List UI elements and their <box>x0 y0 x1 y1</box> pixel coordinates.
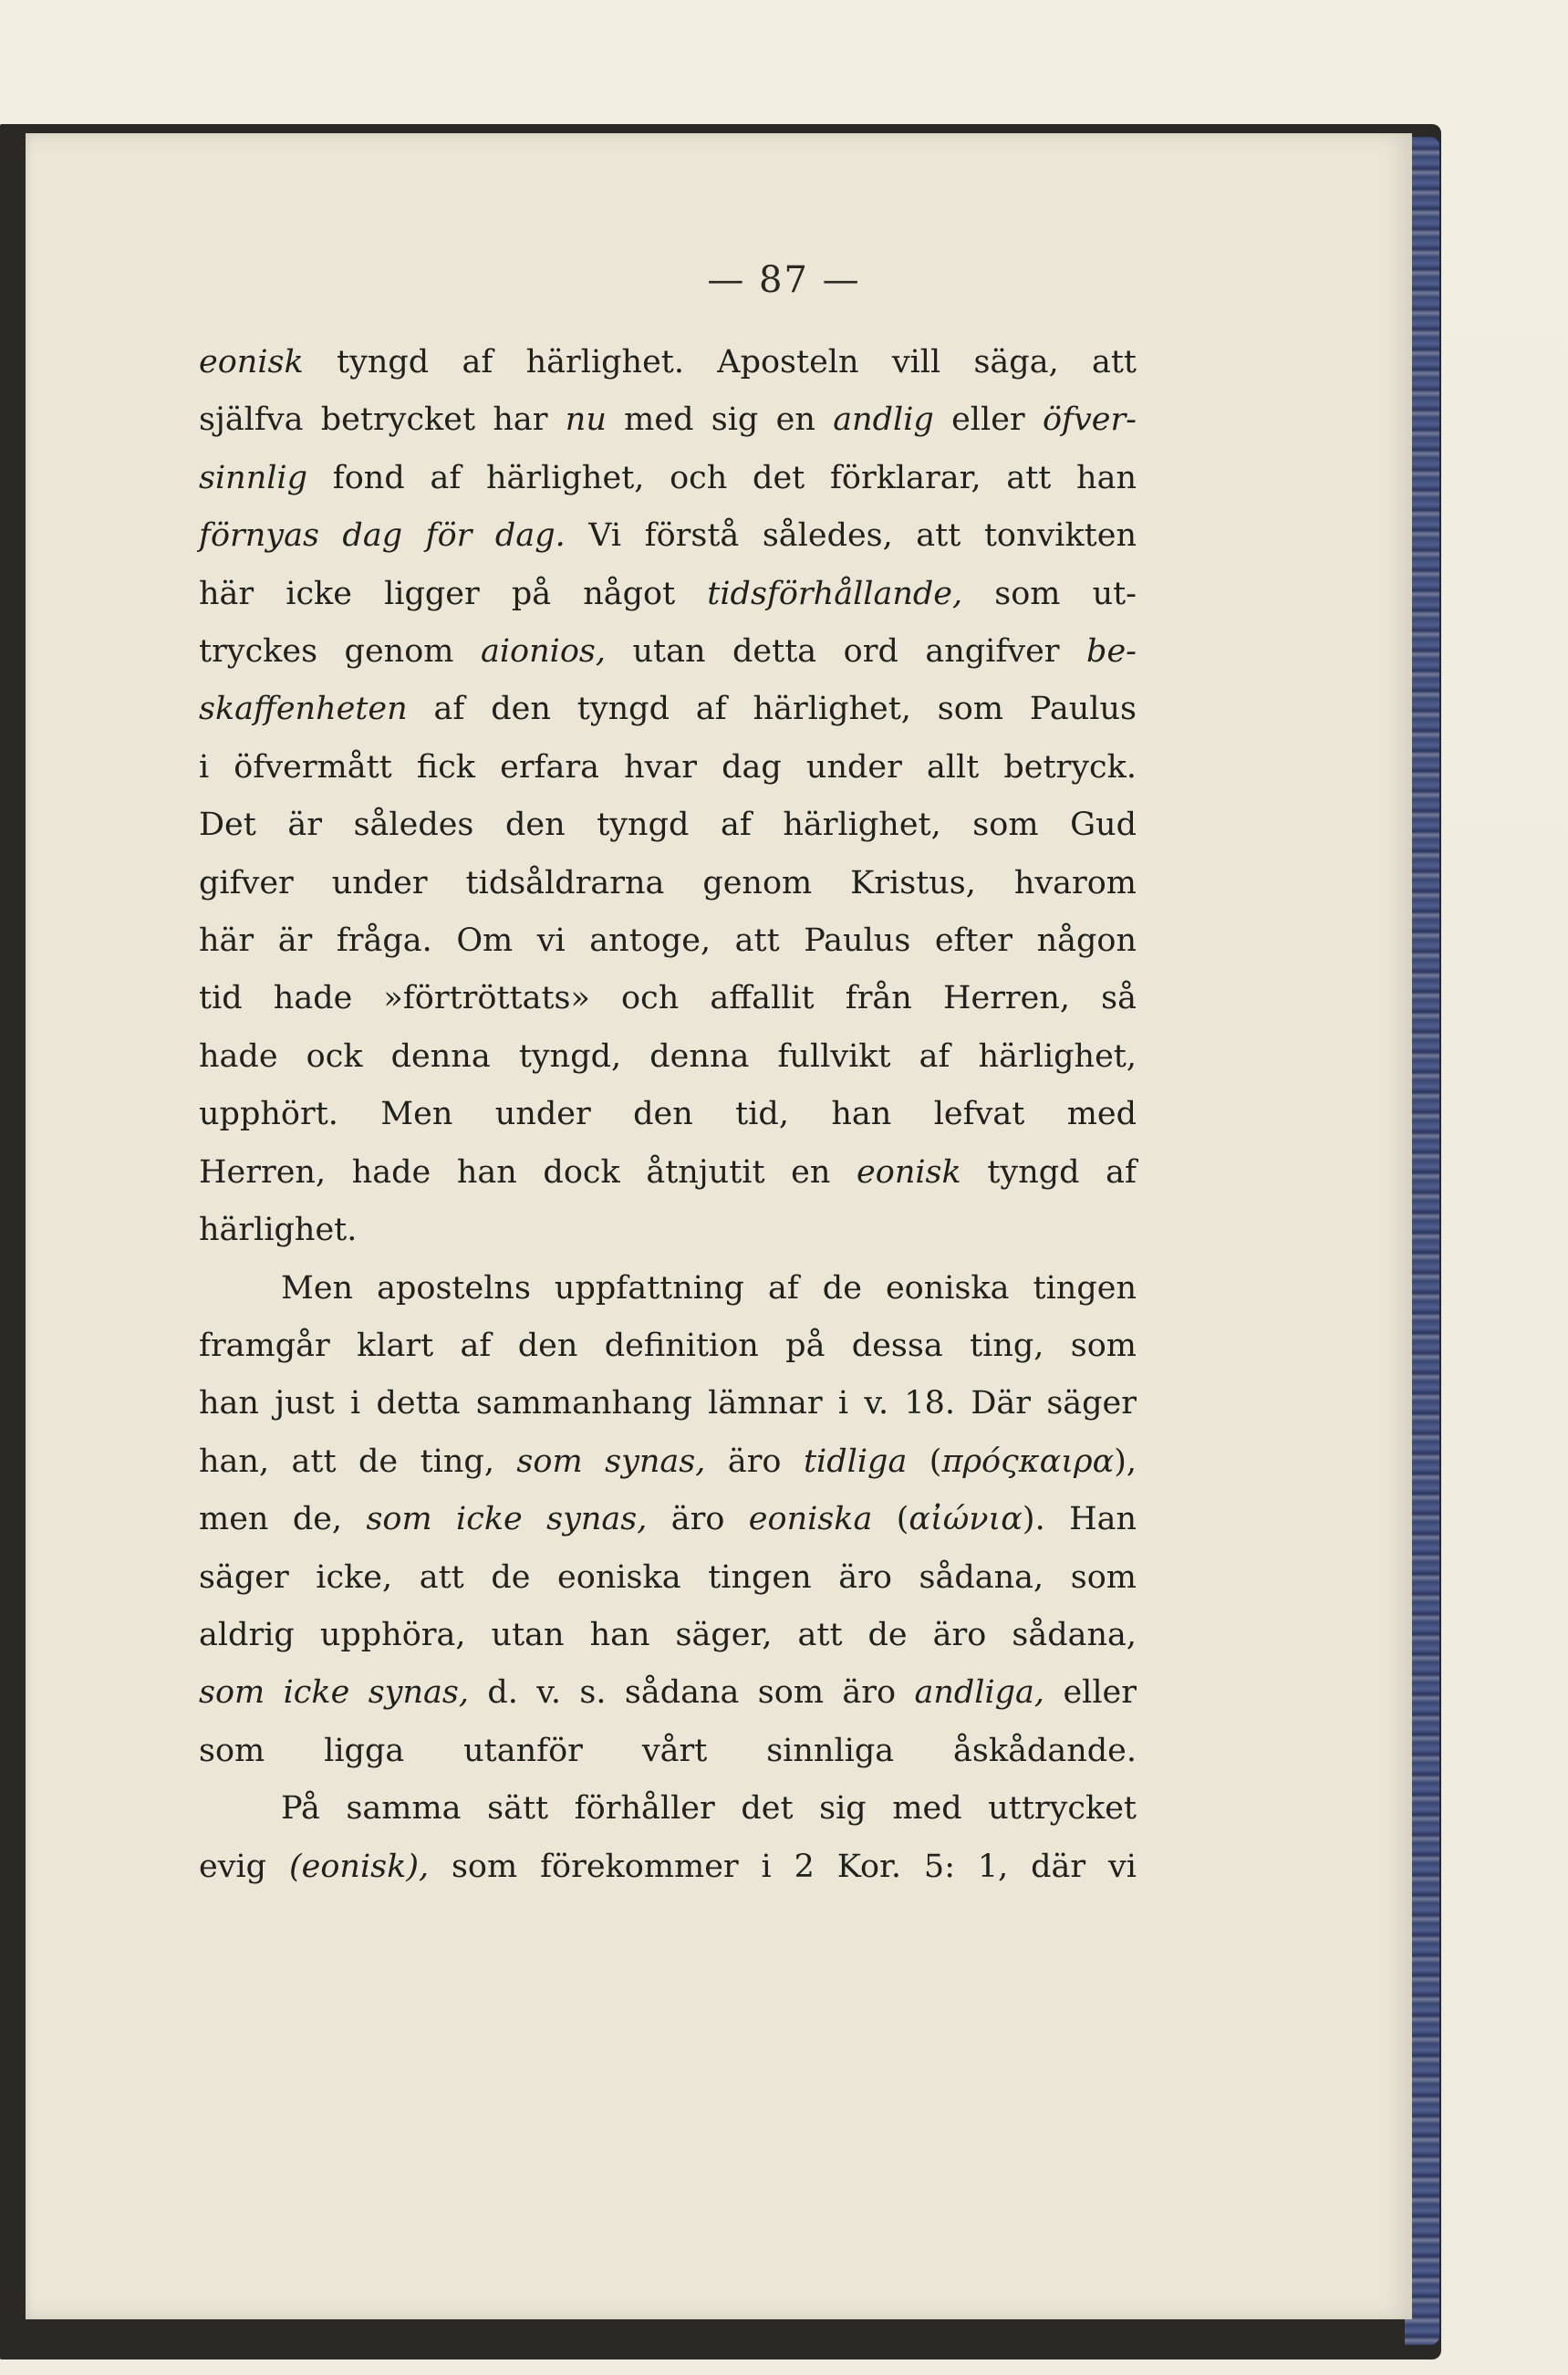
italic-text: förnyas dag för dag. <box>199 517 566 555</box>
text-segment: ), <box>1114 1443 1137 1480</box>
page-number: — 87 — <box>707 259 861 301</box>
italic-text: som icke synas, <box>366 1501 648 1538</box>
text-line <box>199 1607 1137 1664</box>
text-segment: På samma sätt förhåller det sig med uttrycket <box>281 1790 1137 1828</box>
italic-text: eonisk <box>199 344 304 380</box>
text-segment: Det är således den tyngd af härlighet, som Gud <box>199 807 1137 844</box>
text-line <box>199 1839 1137 1896</box>
italic-text: nu <box>565 401 607 439</box>
text-line <box>199 1086 1137 1143</box>
text-line <box>199 1433 1137 1491</box>
italic-text: sinnlig <box>199 459 308 496</box>
text-segment: äro <box>647 1501 749 1538</box>
text-segment: men de, <box>199 1501 367 1538</box>
text-line <box>199 1664 1137 1722</box>
text-segment: med sig en <box>606 401 834 439</box>
text-segment: Vi förstå således, att tonvikten <box>565 517 1137 555</box>
text-line <box>199 1780 1137 1838</box>
text-line <box>199 1318 1137 1375</box>
text-segment: eller <box>933 401 1043 439</box>
text-line <box>199 507 1137 565</box>
text-line <box>199 1723 1137 1780</box>
text-segment: tyngd af <box>961 1153 1137 1191</box>
text-segment: aldrig upphöra, utan han säger, att de äro sådana, <box>199 1616 1137 1653</box>
text-line <box>199 1028 1137 1086</box>
text-line <box>199 1144 1137 1202</box>
text-line <box>199 1549 1137 1607</box>
text-segment: säger icke, att de eoniska tingen äro sådana, som <box>199 1558 1137 1596</box>
text-segment: som ut- <box>962 575 1137 612</box>
italic-text: eoniska <box>748 1501 873 1538</box>
text-segment: tyngd af härlighet. Aposteln vill säga, att <box>303 344 1137 380</box>
italic-text: eonisk <box>857 1153 961 1191</box>
text-line <box>199 739 1137 797</box>
text-segment: äro <box>705 1443 804 1480</box>
text-line <box>199 681 1137 738</box>
italic-text: öfver- <box>1042 401 1137 439</box>
text-segment: härlighet. <box>199 1212 358 1249</box>
text-segment: i öfvermått fick erfara hvar dag under allt betryck. <box>199 748 1137 786</box>
italic-text: som synas, <box>516 1443 706 1480</box>
text-segment: här icke ligger på något <box>199 575 708 612</box>
text-line <box>199 1260 1137 1318</box>
text-segment: här är fråga. Om vi antoge, att Paulus efter någon <box>199 922 1137 960</box>
italic-text: aionios, <box>480 633 607 671</box>
italic-text: πρόςκαιρα <box>941 1443 1115 1480</box>
italic-text: αἰώνια <box>909 1501 1023 1538</box>
italic-text: andlig <box>833 401 934 439</box>
text-segment: d. v. s. sådana som äro <box>468 1674 915 1712</box>
text-segment: evig <box>199 1848 289 1885</box>
text-segment: hade ock denna tyngd, denna fullvikt af härlighet, <box>199 1037 1137 1075</box>
text-line <box>199 1375 1137 1432</box>
body-text <box>199 334 1137 1896</box>
text-segment: som ligga utanför vårt sinnliga åskådande. <box>199 1732 1137 1769</box>
text-line <box>199 334 1137 391</box>
text-segment: själfva betrycket har <box>199 401 566 439</box>
text-segment: ( <box>872 1501 909 1538</box>
text-segment: af den tyngd af härlighet, som Paulus <box>407 691 1137 728</box>
text-line <box>199 1202 1137 1259</box>
italic-text: som icke synas, <box>199 1674 469 1712</box>
text-segment: fond af härlighet, och det förklarar, att han <box>307 459 1137 496</box>
text-segment: ). Han <box>1022 1501 1137 1538</box>
text-line <box>199 450 1137 507</box>
text-line <box>199 797 1137 854</box>
text-segment: som förekommer i 2 Kor. 5: 1, där vi <box>429 1848 1137 1885</box>
text-segment: utan detta ord angifver <box>606 633 1087 671</box>
italic-text: andliga, <box>914 1674 1045 1712</box>
text-segment: Herren, hade han dock åtnjutit en <box>199 1153 857 1191</box>
text-line <box>199 391 1137 449</box>
text-line <box>199 970 1137 1027</box>
text-line <box>199 912 1137 970</box>
text-segment: han, att de ting, <box>199 1443 517 1480</box>
text-line <box>199 855 1137 912</box>
text-segment: ( <box>907 1443 942 1480</box>
italic-text: tidsförhållande, <box>707 575 963 612</box>
text-segment: tryckes genom <box>199 633 481 671</box>
text-line <box>199 623 1137 681</box>
text-segment: framgår klart af den definition på dessa ting, som <box>199 1327 1137 1364</box>
italic-text: be- <box>1086 633 1137 671</box>
text-segment: Men apostelns uppfattning af de eoniska tingen <box>281 1269 1137 1307</box>
text-line <box>199 566 1137 623</box>
text-segment: upphört. Men under den tid, han lefvat med <box>199 1096 1137 1133</box>
text-line <box>199 1491 1137 1548</box>
text-segment: tid hade »förtröttats» och affallit från Herren, så <box>199 980 1137 1017</box>
italic-text: tidliga <box>803 1443 908 1480</box>
text-segment: gifver under tidsåldrarna genom Kristus, hvarom <box>199 864 1137 901</box>
italic-text: (eonisk), <box>288 1848 430 1885</box>
italic-text: skaffenheten <box>199 691 408 728</box>
text-segment: eller <box>1044 1674 1137 1712</box>
text-segment: han just i detta sammanhang lämnar i v. 18. Där säger <box>199 1385 1137 1422</box>
